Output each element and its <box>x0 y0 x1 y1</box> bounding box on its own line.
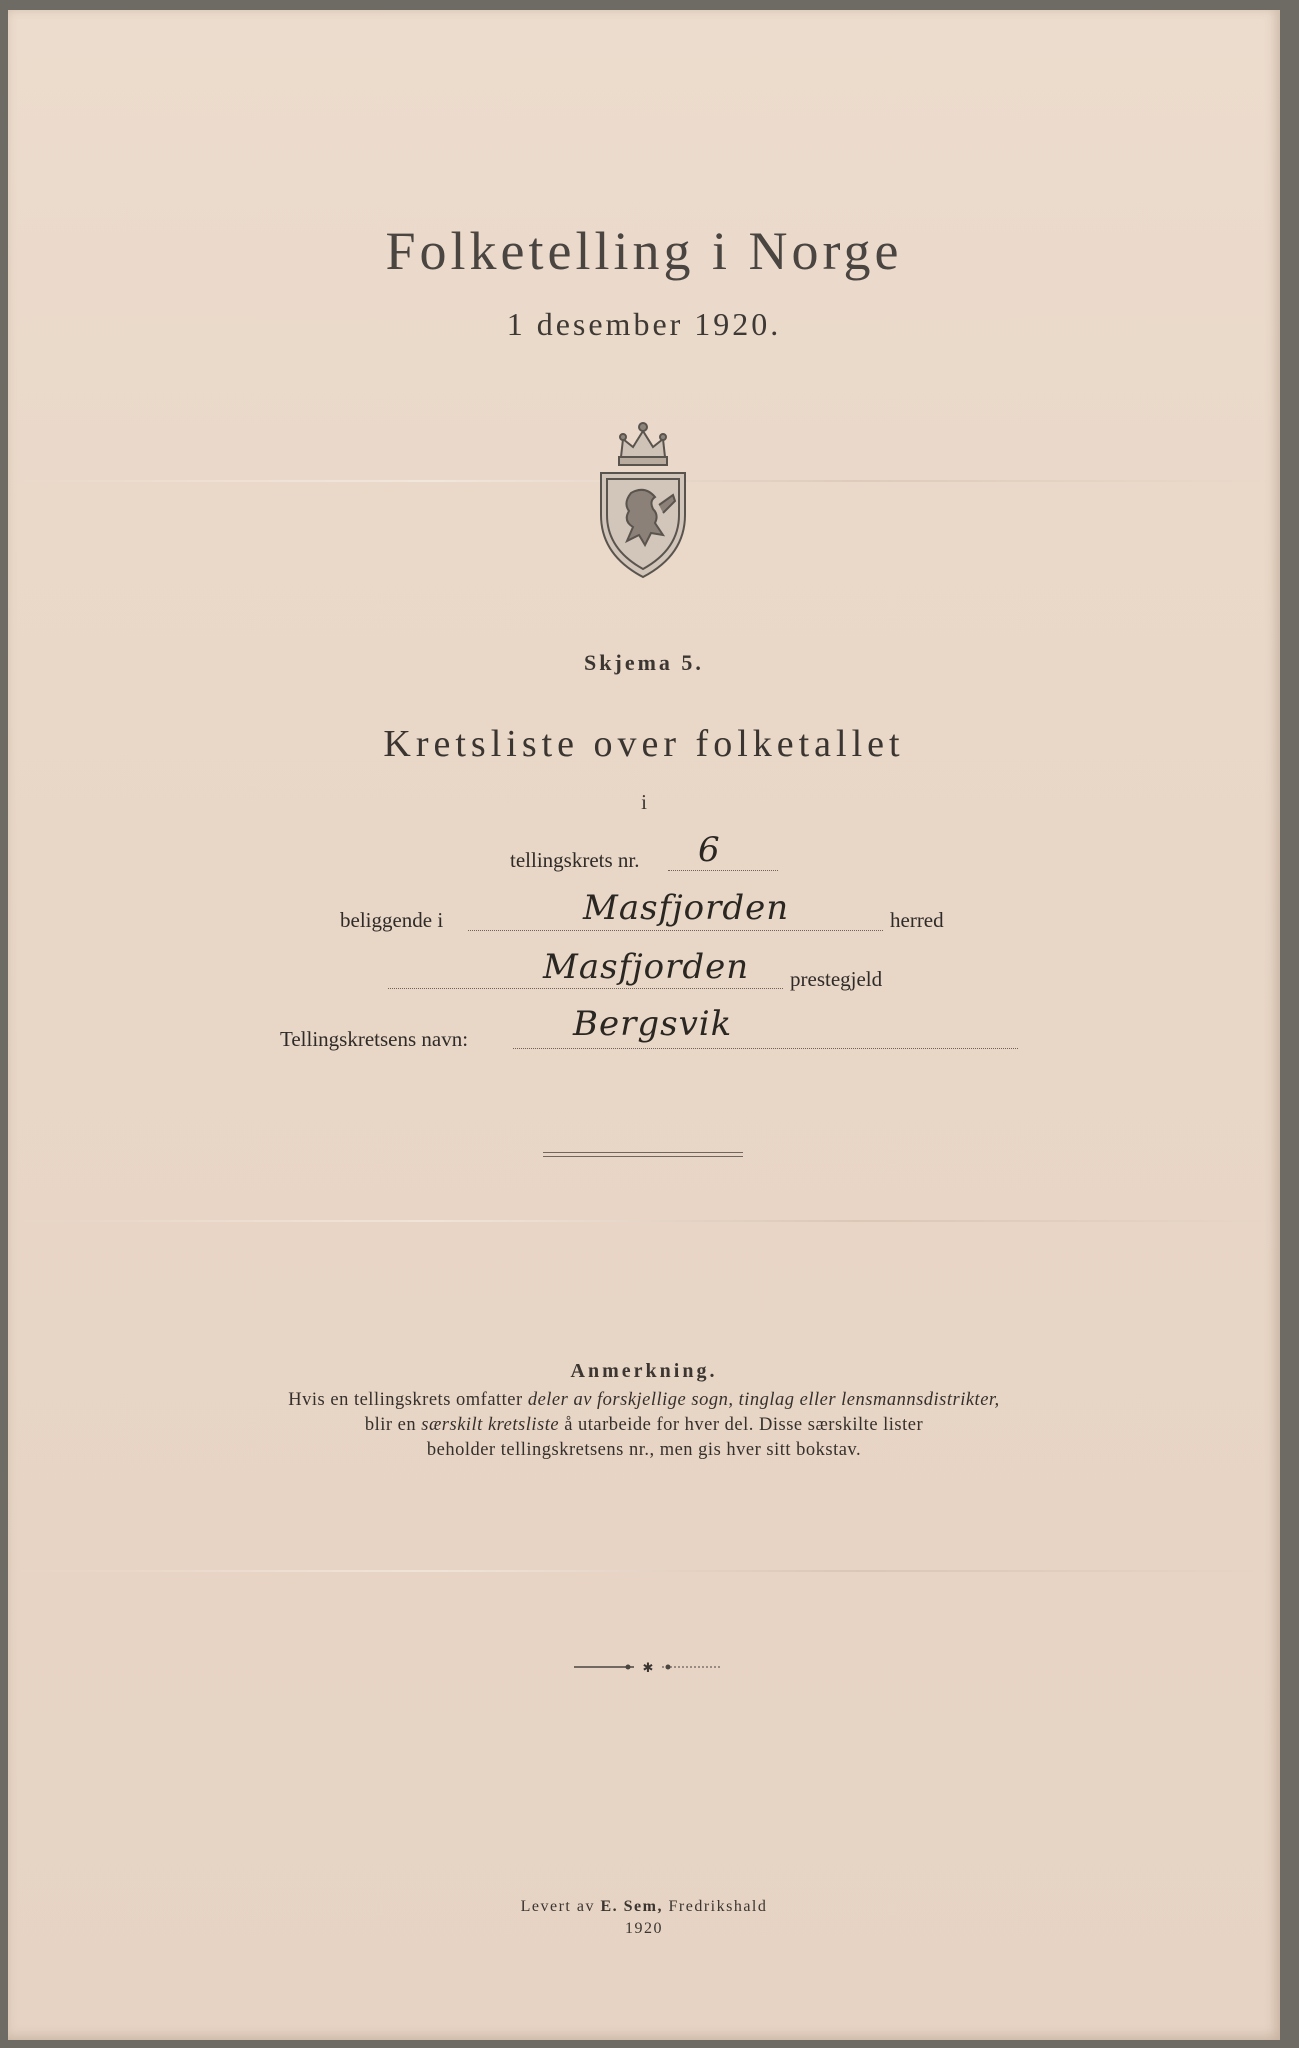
note-line-2 <box>8 1415 1280 1436</box>
note-line-1 <box>8 1390 1280 1411</box>
form-heading: Kretsliste over folketallet <box>383 723 905 765</box>
census-form-page <box>8 10 1280 2040</box>
connector-word: i <box>641 790 647 814</box>
herred-value: Masfjorden <box>583 888 790 928</box>
note-text: å utarbeide for hver del. Disse særskilte lister <box>559 1415 924 1435</box>
herred-label: herred <box>890 908 944 932</box>
location-label: beliggende i <box>340 908 444 932</box>
paper-fold <box>8 1570 1280 1572</box>
krets-number-value: 6 <box>698 830 721 870</box>
printer-prefix: Levert av <box>520 1898 601 1915</box>
krets-name-value: Bergsvik <box>573 1004 733 1044</box>
printer-name: E. Sem, <box>600 1898 663 1915</box>
ornament-divider-icon <box>568 1660 728 1674</box>
krets-name-line <box>513 1048 1018 1049</box>
note-text: Hvis en tellingskrets omfatter <box>288 1390 528 1410</box>
note-text: blir en <box>364 1415 422 1435</box>
schema-number: Skjema 5. <box>584 650 704 675</box>
print-year: 1920 <box>625 1920 663 1937</box>
krets-number-line <box>668 870 778 871</box>
norwegian-coat-of-arms-icon <box>593 405 693 580</box>
note-line-3: beholder tellingskretsens nr., men gis hver sitt bokstav. <box>426 1440 862 1460</box>
prestegjeld-line <box>388 988 783 989</box>
krets-name-label: Tellingskretsens navn: <box>280 1027 469 1051</box>
svg-text:✱: ✱ <box>642 1661 654 1674</box>
prestegjeld-label: prestegjeld <box>790 967 883 991</box>
printer-line <box>8 1898 1280 1916</box>
note-title: Anmerkning. <box>570 1360 718 1382</box>
page-title: Folketelling i Norge <box>385 221 903 281</box>
krets-number-label: tellingskrets nr. <box>510 848 640 872</box>
printer-place: Fredrikshald <box>662 1898 768 1915</box>
divider-rule <box>543 1152 743 1157</box>
paper-fold <box>8 1220 1280 1222</box>
prestegjeld-value: Masfjorden <box>543 947 750 987</box>
herred-line <box>468 930 883 931</box>
census-date: 1 desember 1920. <box>506 306 782 342</box>
note-emphasis: særskilt kretsliste <box>421 1415 560 1435</box>
note-emphasis: deler av forskjellige sogn, tinglag eller lensmannsdistrikter, <box>527 1390 1000 1410</box>
